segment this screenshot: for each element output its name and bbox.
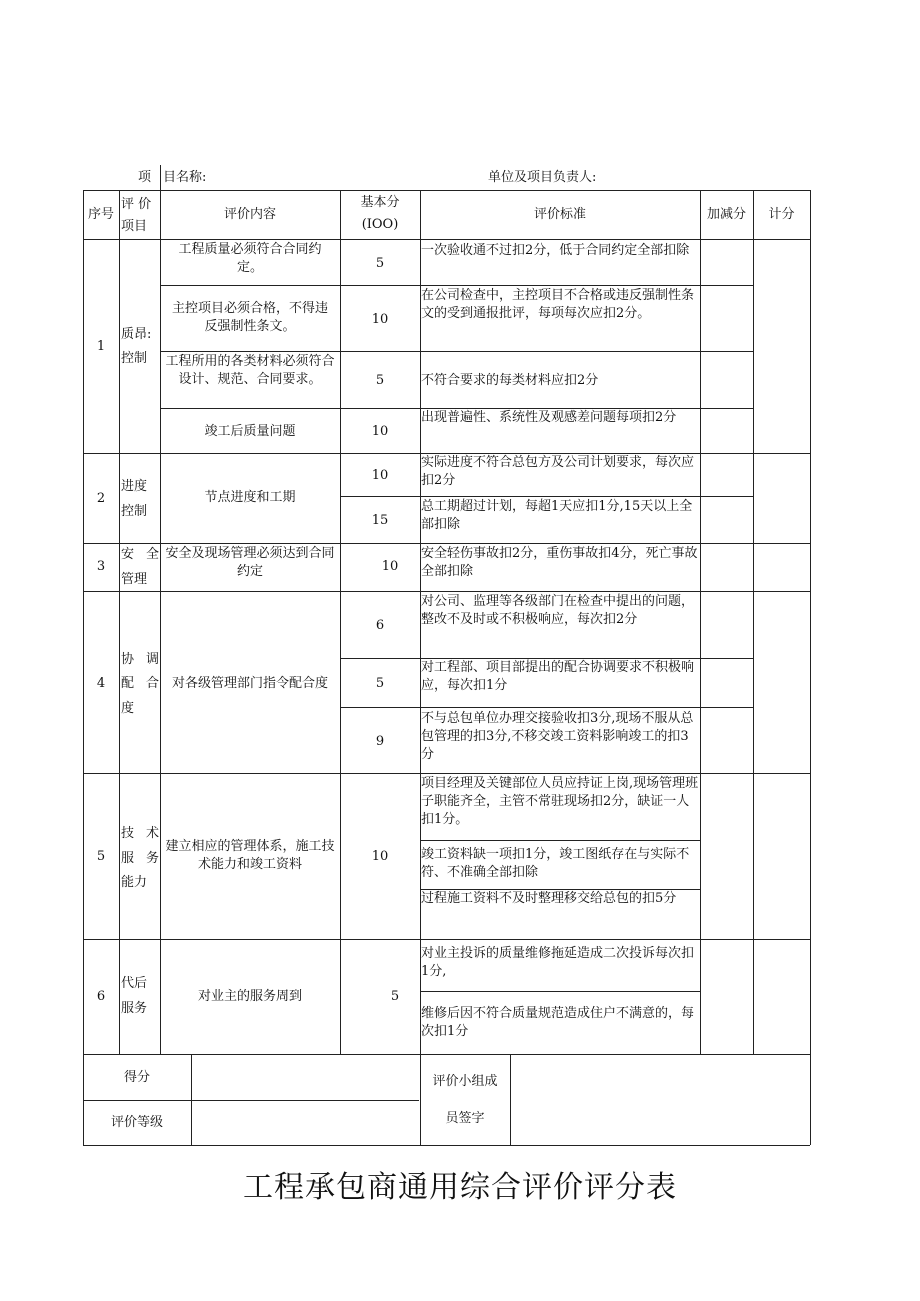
content-1-3: 工程所用的各类材料必须符合设计、规范、合同要求。: [165, 354, 335, 387]
item-4-line1: [121, 651, 159, 669]
item-6-line2: 服务: [121, 1001, 148, 1016]
base-4-1: 6: [375, 618, 385, 633]
base-5: 10: [371, 849, 389, 864]
item-1-line2: 控制: [121, 351, 148, 366]
project-label-prefix: 项: [138, 170, 152, 185]
signature-label-line1: 评价小组成: [432, 1074, 498, 1089]
seq-2: 2: [96, 491, 106, 506]
base-1-2: 10: [371, 312, 389, 327]
seq-3: 3: [96, 559, 106, 574]
content-1-1: 工程质量必须符合合同约定。: [178, 242, 322, 275]
item-5-char-a: 技: [121, 826, 135, 841]
criteria-5-3: 过程施工资料不及时整理移交给总包的扣5分: [421, 891, 677, 906]
item-4-char-b: 调: [145, 652, 159, 667]
col-criteria: 评价标准: [533, 207, 586, 222]
item-5-char-b: 术: [145, 826, 159, 841]
base-6: 5: [390, 989, 400, 1004]
grade-field[interactable]: [192, 1101, 419, 1144]
content-5: 建立相应的管理体系，施工技术能力和竣工资料: [165, 839, 335, 872]
base-2-1: 10: [371, 468, 389, 483]
col-seq: 序号: [87, 207, 114, 222]
item-5-line1: [121, 825, 159, 843]
content-1-2: 主控项目必须合格，不得违反强制性条文。: [171, 301, 328, 334]
content-2: 节点进度和工期: [204, 490, 296, 505]
criteria-3: 安全轻伤事故扣2分，重伤事故扣4分，死亡事故全部扣除: [421, 546, 698, 579]
seq-1: 1: [96, 339, 106, 354]
seq-4: 4: [96, 676, 106, 691]
base-4-2: 5: [375, 676, 385, 691]
criteria-1-3: 不符合要求的每类材料应扣2分: [421, 373, 599, 388]
grade-label: 评价等级: [110, 1115, 163, 1130]
col-adjust: 加减分: [706, 207, 746, 222]
item-4-line2: [121, 675, 159, 693]
criteria-4-2: 对工程部、项目部提出的配合协调要求不积极响应，每次扣1分: [421, 660, 695, 693]
page-title: 工程承包商通用综合评价评分表: [243, 1170, 677, 1205]
seq-5: 5: [96, 849, 106, 864]
content-6: 对业主的服务周到: [197, 989, 302, 1004]
signature-field[interactable]: [511, 1055, 809, 1144]
criteria-4-3: 不与总包单位办理交接验收扣3分,现场不服从总包管理的扣3分,不移交竣工资料影响竣工的扣3分: [421, 711, 694, 762]
item-5-line3: 能力: [121, 875, 148, 890]
criteria-6-1: 对业主投诉的质量维修拖延造成二次投诉每次扣1分,: [421, 946, 695, 979]
item-3-line1: [121, 546, 159, 564]
criteria-1-4: 出现普遍性、系统性及观感差问题每项扣2分: [421, 410, 677, 425]
item-4-char-d: 合: [145, 676, 159, 691]
item-4-char-c: 配: [121, 676, 135, 691]
item-4-line3: 度: [121, 701, 135, 716]
criteria-1-2: 在公司检查中，主控项目不合格或违反强制性条文的受到通报批评，每项每次应扣2分。: [421, 288, 695, 321]
score-field[interactable]: [192, 1055, 419, 1099]
col-base-score: 基本分: [360, 195, 400, 210]
criteria-2-1: 实际进度不符合总包方及公司计划要求，每次应扣2分: [421, 455, 695, 488]
col-item-line1: 评 价: [121, 197, 152, 212]
base-1-4: 10: [371, 424, 389, 439]
item-5-line2: [121, 850, 159, 868]
item-1-line1: 质昂:: [121, 327, 152, 342]
responsible-label: 单位及项目负责人:: [488, 170, 597, 185]
col-item-line2: 项目: [121, 219, 148, 234]
seq-6: 6: [96, 989, 106, 1004]
item-3-char-b: 全: [145, 547, 159, 562]
item-5-char-c: 服: [121, 851, 135, 866]
content-3: 安全及现场管理必须达到合同约定: [165, 546, 335, 579]
base-2-2: 15: [371, 513, 389, 528]
item-4-char-a: 协: [121, 652, 135, 667]
score-label: 得分: [123, 1070, 150, 1085]
criteria-2-2: 总工期超过计划，每超1天应扣1分,15天以上全部扣除: [421, 499, 693, 532]
content-1-4: 竣工后质量问题: [204, 424, 296, 439]
col-base-score-unit: (IOO): [361, 217, 399, 232]
item-2-line2: 控制: [121, 504, 148, 519]
base-3: 10: [381, 559, 399, 574]
criteria-4-1: 对公司、监理等各级部门在检查中提出的问题，整改不及时或不积极响应，每次扣2分: [421, 594, 695, 627]
item-3-char-a: 安: [121, 547, 135, 562]
criteria-5-1: 项目经理及关键部位人员应持证上岗,现场管理班子职能齐全，主管不常驻现场扣2分，缺证一人扣1分。: [421, 776, 699, 827]
signature-label-line2: 员签字: [445, 1111, 485, 1126]
project-name-label: 目名称:: [163, 170, 207, 185]
col-score: 计分: [768, 207, 795, 222]
item-3-line2: 管理: [121, 572, 148, 587]
base-1-1: 5: [375, 256, 385, 271]
base-4-3: 9: [375, 734, 385, 749]
criteria-1-1: 一次验收通不过扣2分，低于合同约定全部扣除: [421, 243, 690, 258]
criteria-6-2: 维修后因不符合质量规范造成住户不满意的，每次扣1分: [421, 1006, 695, 1039]
content-4: 对各级管理部门指令配合度: [171, 676, 328, 691]
criteria-5-2: 竣工资料缺一项扣1分，竣工图纸存在与实际不符、不准确全部扣除: [421, 847, 690, 880]
base-1-3: 5: [375, 373, 385, 388]
item-2-line1: 进度: [121, 479, 148, 494]
item-5-char-d: 务: [145, 851, 159, 866]
col-content: 评价内容: [223, 207, 276, 222]
item-6-line1: 代后: [121, 976, 148, 991]
